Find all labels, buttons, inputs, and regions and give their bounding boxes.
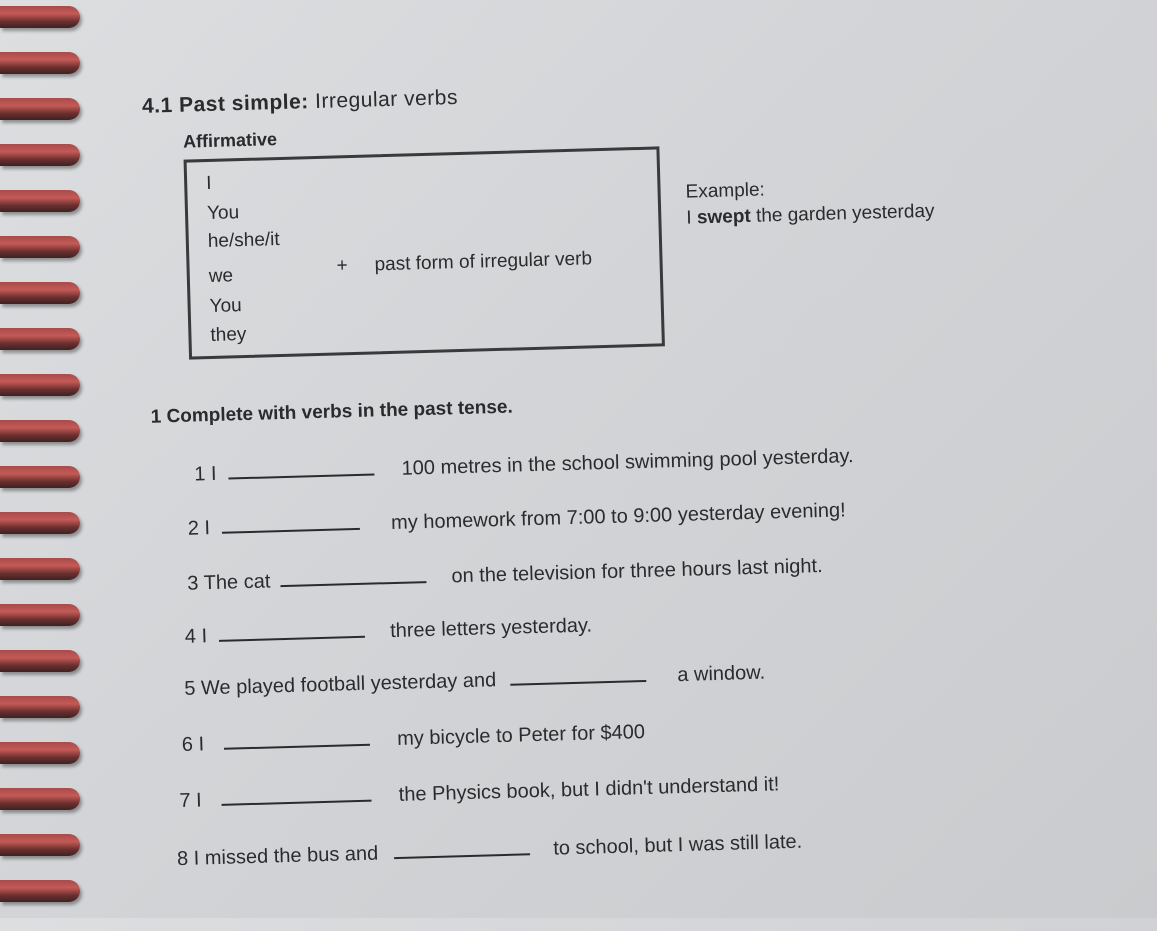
pronoun: You <box>209 295 242 318</box>
item-suffix: 100 metres in the school swimming pool yesterday. <box>401 445 854 480</box>
answer-blank[interactable] <box>228 471 374 479</box>
pronoun: he/she/it <box>207 229 280 253</box>
item-suffix: three letters yesterday. <box>389 614 593 643</box>
affirmative-label: Affirmative <box>182 129 278 152</box>
item-prefix: 6 I <box>181 733 205 756</box>
exercise-item <box>194 445 854 486</box>
pronoun: You <box>206 202 240 225</box>
past-form-rule: past form of irregular verb <box>374 248 593 276</box>
answer-blank[interactable] <box>224 742 370 750</box>
item-prefix: 8 I missed the bus and <box>176 842 379 871</box>
item-suffix: my homework from 7:00 to 9:00 yesterday evening! <box>390 499 846 535</box>
answer-blank[interactable] <box>510 678 646 686</box>
exercise-item <box>182 721 646 757</box>
pronoun: they <box>210 323 247 346</box>
answer-blank[interactable] <box>280 579 426 587</box>
item-suffix: on the television for three hours last night. <box>451 554 823 588</box>
item-suffix: a window. <box>676 661 766 687</box>
item-prefix: 2 I <box>187 517 211 540</box>
example-verb: swept <box>696 205 752 229</box>
answer-blank[interactable] <box>222 526 360 534</box>
page-title: 4.1 Past simple: Irregular verbs <box>141 86 459 118</box>
exercise-item <box>179 773 780 813</box>
pronoun: we <box>208 265 234 288</box>
answer-blank[interactable] <box>221 798 371 806</box>
plus-sign: + <box>336 255 348 277</box>
exercise-item <box>187 555 823 596</box>
item-suffix: my bicycle to Peter for $400 <box>396 721 646 750</box>
exercise-item <box>177 831 803 871</box>
item-suffix: to school, but I was still late. <box>552 830 803 860</box>
item-prefix: 4 I <box>184 625 208 648</box>
example-label: Example: <box>685 179 766 203</box>
item-prefix: 5 We played football yesterday and <box>184 669 497 700</box>
exercise-item <box>184 662 765 701</box>
pronoun: I <box>205 172 212 195</box>
answer-blank[interactable] <box>219 634 365 642</box>
exercise-heading: 1 Complete with verbs in the past tense. <box>150 396 514 428</box>
item-prefix: 3 The cat <box>187 570 271 595</box>
answer-blank[interactable] <box>394 851 530 859</box>
item-prefix: 1 I <box>194 462 217 486</box>
item-suffix: the Physics book, but I didn't understand it! <box>398 773 780 806</box>
item-prefix: 7 I <box>179 789 202 813</box>
exercise-item <box>185 614 593 648</box>
example-sentence: I swept the garden yesterday <box>686 200 935 229</box>
exercise-item <box>188 499 846 540</box>
